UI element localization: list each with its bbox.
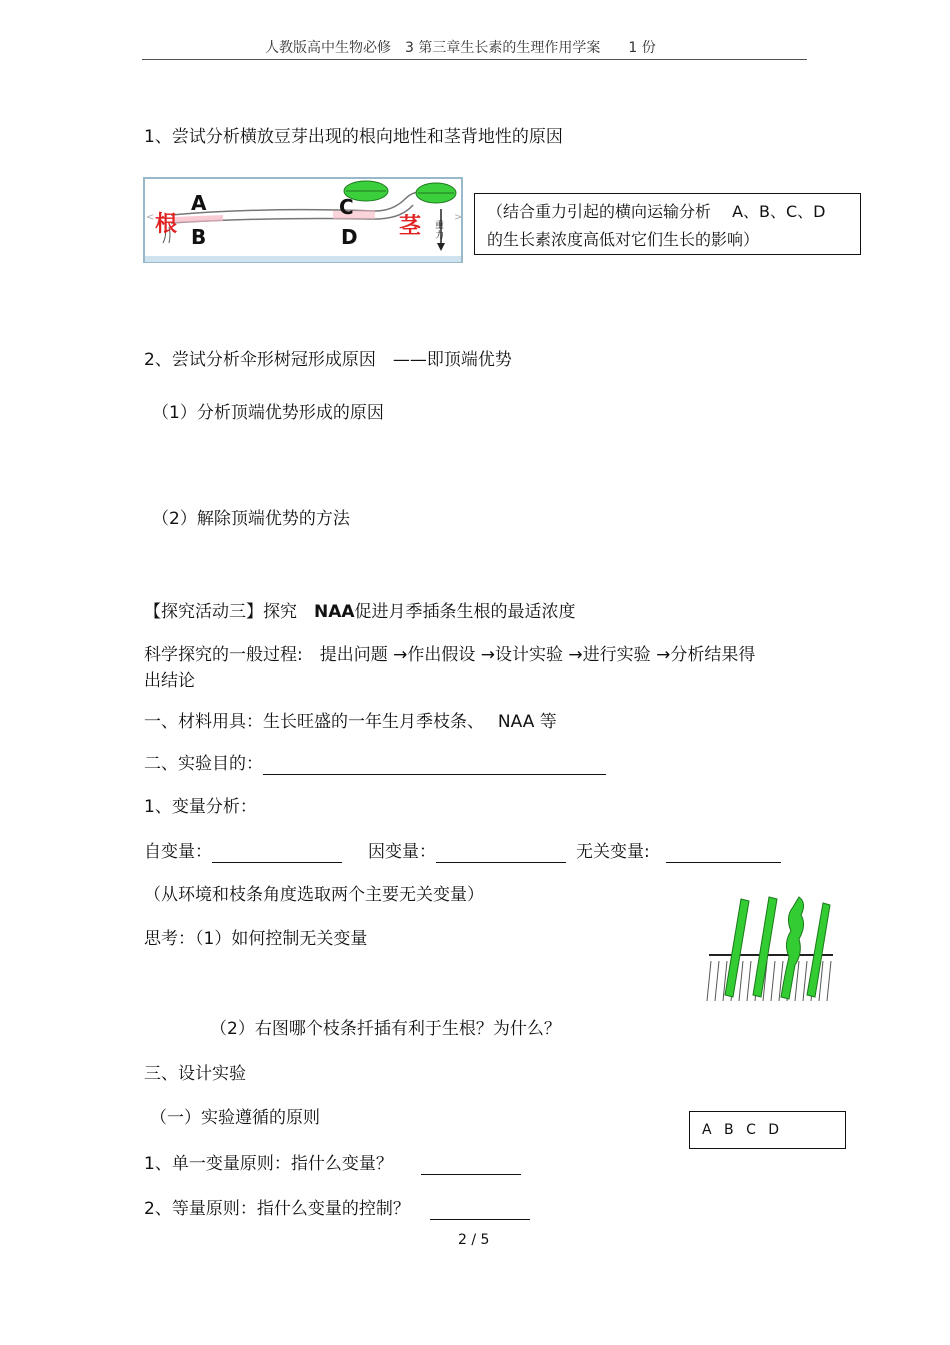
independent-variable-label: 自变量： (144, 842, 212, 862)
think-question-2: （2）右图哪个枝条扦插有利于生根？为什么？ (210, 1019, 561, 1039)
cuttings-illustration (703, 893, 838, 1005)
variables-line (144, 841, 342, 863)
dependent-variable (368, 841, 566, 863)
cuttings-figure (703, 893, 838, 1005)
point-a: A (191, 191, 207, 215)
activity-3-title-naa: NAA (314, 602, 355, 622)
purpose-label: 二、实验目的： (144, 754, 263, 774)
label-root: 根 (155, 212, 178, 237)
irrelevant-variable-note: （从环境和枝条角度选取两个主要无关变量） (144, 885, 484, 905)
design-heading: 三、设计实验 (144, 1064, 246, 1084)
label-stem: 茎 (399, 214, 422, 239)
equal-amount-blank[interactable] (430, 1201, 530, 1220)
irrelevant-variable-blank[interactable] (666, 844, 781, 863)
point-c: C (339, 195, 354, 219)
bean-sprout-diagram (143, 177, 463, 263)
variable-analysis-heading: 1、变量分析： (144, 797, 257, 817)
analysis-note-line-1: （结合重力引起的横向运输分析 A、B、C、D (487, 202, 826, 221)
process-line-2: 出结论 (144, 671, 195, 691)
single-variable-line (144, 1153, 521, 1175)
single-variable-label: 1、单一变量原则：指什么变量？ (144, 1154, 393, 1174)
analysis-note-line-2: 的生长素浓度高低对它们生长的影响） (487, 230, 760, 249)
think-question-1: 思考：（1）如何控制无关变量 (144, 929, 368, 949)
question-2-sub-2: （2）解除顶端优势的方法 (152, 509, 350, 529)
page-header-title: 人教版高中生物必修 3 第三章生长素的生理作用学案 1 份 (265, 40, 656, 56)
question-2-sub-1: （1）分析顶端优势形成的原因 (152, 403, 384, 423)
equal-amount-label: 2、等量原则：指什么变量的控制？ (144, 1199, 410, 1219)
dependent-variable-label: 因变量： (368, 842, 436, 862)
activity-3-title-prefix: 【探究活动三】探究 (144, 602, 314, 622)
abcd-label-box: A B C D (689, 1111, 846, 1149)
equal-amount-line (144, 1198, 530, 1220)
analysis-note-box (474, 193, 861, 255)
single-variable-blank[interactable] (421, 1156, 521, 1175)
svg-text:>: > (454, 212, 463, 223)
principles-heading: （一）实验遵循的原则 (150, 1108, 320, 1128)
question-1-text: 1、尝试分析横放豆芽出现的根向地性和茎背地性的原因 (144, 127, 563, 147)
purpose-blank[interactable] (263, 756, 606, 775)
page-number: 2 / 5 (458, 1232, 490, 1248)
process-line-1: 科学探究的一般过程: 提出问题 →作出假设 →设计实验 →进行实验 →分析结果得 (144, 645, 756, 665)
question-2-text: 2、尝试分析伞形树冠形成原因 ——即顶端优势 (144, 350, 512, 370)
label-gravity: 重力 (435, 221, 445, 241)
point-b: B (191, 225, 207, 249)
irrelevant-variable (576, 841, 781, 863)
irrelevant-variable-label: 无关变量: (576, 842, 650, 862)
svg-text:<: < (146, 212, 155, 223)
dependent-variable-blank[interactable] (436, 844, 566, 863)
header-rule (142, 59, 807, 60)
point-d: D (341, 225, 358, 249)
activity-3-title-suffix: 促进月季插条生根的最适浓度 (354, 602, 576, 622)
materials-line: 一、材料用具：生长旺盛的一年生月季枝条、 NAA 等 (144, 712, 557, 732)
activity-3-title (144, 601, 576, 623)
independent-variable-blank[interactable] (212, 844, 342, 863)
purpose-line (144, 753, 606, 775)
